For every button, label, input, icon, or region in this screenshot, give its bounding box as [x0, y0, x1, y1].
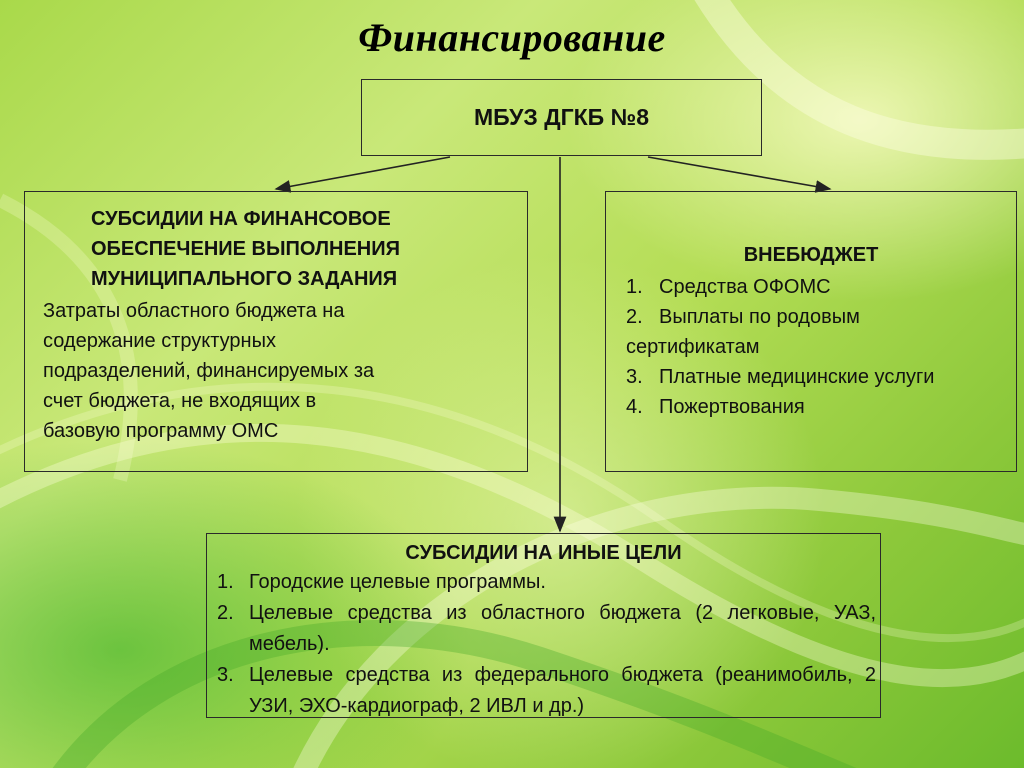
- description-line: счет бюджета, не входящих в: [43, 390, 317, 412]
- other-purposes-list: [207, 567, 880, 722]
- page-title: Финансирование: [358, 15, 666, 60]
- description-line: подразделений, финансируемых за: [43, 360, 375, 382]
- other-purposes-heading: СУБСИДИИ НА ИНЫЕ ЦЕЛИ: [405, 542, 682, 564]
- organization-box: [361, 79, 762, 156]
- list-item-continuation: сертификатам: [626, 336, 760, 358]
- arrow-to-right-box: [648, 157, 830, 189]
- off-budget-list: [606, 272, 1016, 422]
- municipal-task-description: [25, 294, 527, 446]
- description-line: Затраты областного бюджета на: [43, 300, 345, 322]
- off-budget-heading: ВНЕБЮДЖЕТ: [743, 244, 879, 266]
- list-item: 2. Выплаты по родовым: [626, 306, 860, 328]
- arrow-to-left-box: [276, 157, 450, 189]
- municipal-task-heading: [25, 204, 527, 294]
- heading-line: ОБЕСПЕЧЕНИЕ ВЫПОЛНЕНИЯ: [91, 238, 401, 260]
- heading-line: МУНИЦИПАЛЬНОГО ЗАДАНИЯ: [91, 268, 398, 290]
- list-item: 1. Средства ОФОМС: [626, 276, 831, 298]
- off-budget-box: [605, 191, 1017, 472]
- heading-line: СУБСИДИИ НА ФИНАНСОВОЕ: [91, 208, 391, 230]
- list-item: 4. Пожертвования: [626, 396, 805, 418]
- description-line: базовую программу ОМС: [43, 420, 279, 442]
- list-item: 1. Городские целевые программы.: [217, 571, 546, 593]
- other-purposes-subsidy-box: [206, 533, 881, 718]
- municipal-task-subsidy-box: [24, 191, 528, 472]
- list-item: 2. Целевые средства из областного бюджета (2 легковые, УАЗ, мебель).: [217, 602, 876, 655]
- list-item: 3. Платные медицинские услуги: [626, 366, 935, 388]
- organization-name: МБУЗ ДГКБ №8: [473, 104, 650, 130]
- list-item: 3. Целевые средства из федерального бюджета (реанимобиль, 2 УЗИ, ЭХО-кардиограф, 2 ИВЛ и др.): [217, 664, 876, 717]
- description-line: содержание структурных: [43, 330, 276, 352]
